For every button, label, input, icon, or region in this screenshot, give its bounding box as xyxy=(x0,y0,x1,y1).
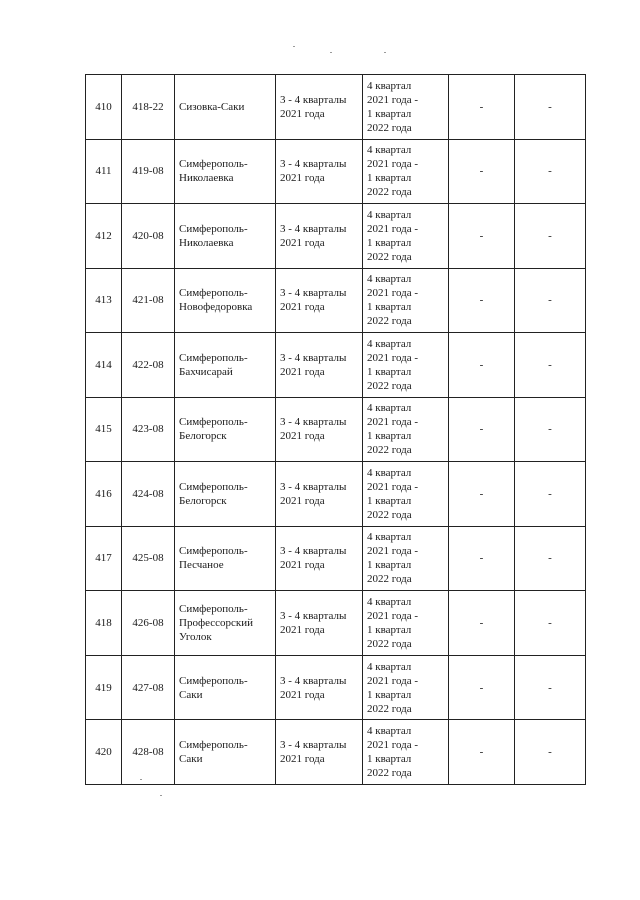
route-code-cell: 419-08 xyxy=(122,139,175,204)
empty-value-cell: - xyxy=(515,333,586,398)
scan-speck xyxy=(293,46,295,47)
end-period-cell: 4 квартал 2021 года - 1 квартал 2022 года xyxy=(363,591,449,656)
table-row xyxy=(86,333,586,398)
end-period-cell: 4 квартал 2021 года - 1 квартал 2022 года xyxy=(363,655,449,720)
empty-value-cell: - xyxy=(449,333,515,398)
route-number-cell: 415 xyxy=(86,397,122,462)
end-period-cell: 4 квартал 2021 года - 1 квартал 2022 года xyxy=(363,204,449,269)
empty-value-cell: - xyxy=(449,139,515,204)
route-code-cell: 426-08 xyxy=(122,591,175,656)
route-code-cell: 427-08 xyxy=(122,655,175,720)
empty-value-cell: - xyxy=(515,204,586,269)
route-code-cell: 421-08 xyxy=(122,268,175,333)
start-period-cell: 3 - 4 кварталы 2021 года xyxy=(276,139,363,204)
route-name-cell: Симферополь- Белогорск xyxy=(175,397,276,462)
table-row xyxy=(86,720,586,785)
empty-value-cell: - xyxy=(449,720,515,785)
start-period-cell: 3 - 4 кварталы 2021 года xyxy=(276,526,363,591)
empty-value-cell: - xyxy=(515,526,586,591)
empty-value-cell: - xyxy=(515,720,586,785)
empty-value-cell: - xyxy=(515,397,586,462)
start-period-cell: 3 - 4 кварталы 2021 года xyxy=(276,462,363,527)
route-number-cell: 412 xyxy=(86,204,122,269)
route-code-cell: 424-08 xyxy=(122,462,175,527)
route-name-cell: Симферополь- Песчаное xyxy=(175,526,276,591)
end-period-cell: 4 квартал 2021 года - 1 квартал 2022 года xyxy=(363,526,449,591)
table-row xyxy=(86,526,586,591)
empty-value-cell: - xyxy=(449,655,515,720)
route-number-cell: 414 xyxy=(86,333,122,398)
empty-value-cell: - xyxy=(515,655,586,720)
empty-value-cell: - xyxy=(449,75,515,140)
end-period-cell: 4 квартал 2021 года - 1 квартал 2022 года xyxy=(363,268,449,333)
route-number-cell: 411 xyxy=(86,139,122,204)
routes-table xyxy=(85,74,586,785)
empty-value-cell: - xyxy=(449,526,515,591)
route-name-cell: Симферополь- Бахчисарай xyxy=(175,333,276,398)
empty-value-cell: - xyxy=(515,75,586,140)
route-code-cell: 428-08 xyxy=(122,720,175,785)
start-period-cell: 3 - 4 кварталы 2021 года xyxy=(276,720,363,785)
start-period-cell: 3 - 4 кварталы 2021 года xyxy=(276,75,363,140)
scan-speck xyxy=(384,52,386,53)
route-code-cell: 425-08 xyxy=(122,526,175,591)
route-name-cell: Симферополь- Профессорский Уголок xyxy=(175,591,276,656)
empty-value-cell: - xyxy=(515,268,586,333)
route-name-cell: Симферополь- Николаевка xyxy=(175,139,276,204)
route-code-cell: 420-08 xyxy=(122,204,175,269)
empty-value-cell: - xyxy=(515,591,586,656)
empty-value-cell: - xyxy=(449,204,515,269)
end-period-cell: 4 квартал 2021 года - 1 квартал 2022 года xyxy=(363,333,449,398)
route-code-cell: 422-08 xyxy=(122,333,175,398)
table-row xyxy=(86,268,586,333)
empty-value-cell: - xyxy=(515,462,586,527)
table-row xyxy=(86,397,586,462)
table-row xyxy=(86,204,586,269)
route-number-cell: 416 xyxy=(86,462,122,527)
route-number-cell: 410 xyxy=(86,75,122,140)
table-row xyxy=(86,462,586,527)
route-name-cell: Симферополь- Саки xyxy=(175,720,276,785)
routes-table-body xyxy=(86,75,586,785)
start-period-cell: 3 - 4 кварталы 2021 года xyxy=(276,204,363,269)
route-name-cell: Симферополь- Николаевка xyxy=(175,204,276,269)
scan-speck xyxy=(160,795,162,796)
empty-value-cell: - xyxy=(515,139,586,204)
empty-value-cell: - xyxy=(449,397,515,462)
route-number-cell: 417 xyxy=(86,526,122,591)
route-code-cell: 418-22 xyxy=(122,75,175,140)
end-period-cell: 4 квартал 2021 года - 1 квартал 2022 года xyxy=(363,397,449,462)
route-code-cell: 423-08 xyxy=(122,397,175,462)
empty-value-cell: - xyxy=(449,462,515,527)
start-period-cell: 3 - 4 кварталы 2021 года xyxy=(276,268,363,333)
end-period-cell: 4 квартал 2021 года - 1 квартал 2022 года xyxy=(363,720,449,785)
start-period-cell: 3 - 4 кварталы 2021 года xyxy=(276,397,363,462)
table-row xyxy=(86,75,586,140)
route-number-cell: 419 xyxy=(86,655,122,720)
route-number-cell: 420 xyxy=(86,720,122,785)
empty-value-cell: - xyxy=(449,268,515,333)
end-period-cell: 4 квартал 2021 года - 1 квартал 2022 года xyxy=(363,139,449,204)
table-row xyxy=(86,591,586,656)
start-period-cell: 3 - 4 кварталы 2021 года xyxy=(276,591,363,656)
end-period-cell: 4 квартал 2021 года - 1 квартал 2022 года xyxy=(363,75,449,140)
start-period-cell: 3 - 4 кварталы 2021 года xyxy=(276,333,363,398)
route-number-cell: 418 xyxy=(86,591,122,656)
start-period-cell: 3 - 4 кварталы 2021 года xyxy=(276,655,363,720)
route-name-cell: Сизовка-Саки xyxy=(175,75,276,140)
scan-speck xyxy=(330,52,332,53)
table-row xyxy=(86,655,586,720)
table-row xyxy=(86,139,586,204)
empty-value-cell: - xyxy=(449,591,515,656)
route-number-cell: 413 xyxy=(86,268,122,333)
route-name-cell: Симферополь- Новофедоровка xyxy=(175,268,276,333)
end-period-cell: 4 квартал 2021 года - 1 квартал 2022 года xyxy=(363,462,449,527)
route-name-cell: Симферополь- Белогорск xyxy=(175,462,276,527)
route-name-cell: Симферополь- Саки xyxy=(175,655,276,720)
